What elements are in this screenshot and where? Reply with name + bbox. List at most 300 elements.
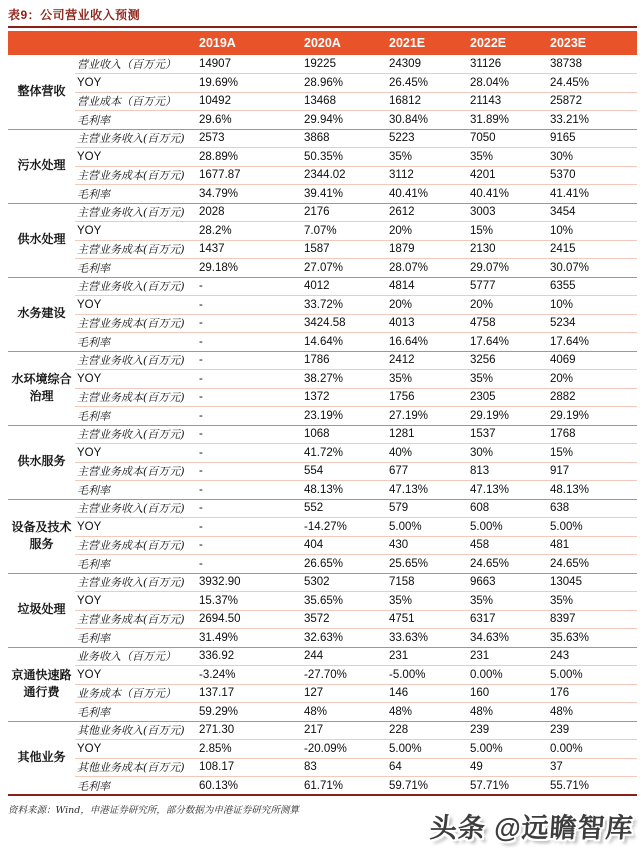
- column-header: 2022E: [468, 31, 548, 55]
- value-cell: 28.96%: [302, 74, 387, 93]
- value-cell: 29.19%: [468, 407, 548, 426]
- value-cell: 5234: [548, 314, 637, 333]
- value-cell: 0.00%: [468, 666, 548, 685]
- value-cell: 35%: [468, 148, 548, 167]
- value-cell: 2.85%: [197, 740, 302, 759]
- value-cell: 2344.02: [302, 166, 387, 185]
- value-cell: 47.13%: [387, 481, 468, 500]
- value-cell: 4013: [387, 314, 468, 333]
- value-cell: 4201: [468, 166, 548, 185]
- value-cell: 6317: [468, 610, 548, 629]
- value-cell: 552: [302, 499, 387, 518]
- value-cell: 137.17: [197, 684, 302, 703]
- value-cell: 4758: [468, 314, 548, 333]
- table-row: [8, 610, 637, 629]
- value-cell: 24.65%: [548, 555, 637, 574]
- value-cell: 20%: [548, 370, 637, 389]
- table-row: [8, 203, 637, 222]
- table-row: [8, 222, 637, 241]
- table-row: [8, 333, 637, 352]
- value-cell: 20%: [387, 296, 468, 315]
- group-label-cell: 污水处理: [8, 129, 75, 203]
- value-cell: 1879: [387, 240, 468, 259]
- table-row: [8, 259, 637, 278]
- value-cell: 31.49%: [197, 629, 302, 648]
- metric-label-cell: 毛利率: [75, 185, 197, 204]
- value-cell: 4069: [548, 351, 637, 370]
- value-cell: 231: [468, 647, 548, 666]
- value-cell: 48.13%: [302, 481, 387, 500]
- metric-label-cell: YOY: [75, 370, 197, 389]
- value-cell: 430: [387, 536, 468, 555]
- value-cell: 55.71%: [548, 777, 637, 796]
- table-row: [8, 240, 637, 259]
- metric-label-cell: YOY: [75, 740, 197, 759]
- table-row: [8, 629, 637, 648]
- value-cell: 41.41%: [548, 185, 637, 204]
- value-cell: 579: [387, 499, 468, 518]
- group-label-cell: 整体营收: [17, 84, 66, 99]
- value-cell: 2412: [387, 351, 468, 370]
- group-label-cell: 京通快速路通行费: [8, 647, 75, 721]
- table-row: [8, 740, 637, 759]
- value-cell: 31126: [470, 58, 502, 70]
- metric-label-cell: 毛利率: [75, 259, 197, 278]
- value-cell: 3424.58: [302, 314, 387, 333]
- table-row: [8, 666, 637, 685]
- value-cell: 20%: [468, 296, 548, 315]
- value-cell: 27.19%: [387, 407, 468, 426]
- table-row: [8, 166, 637, 185]
- metric-label-cell: 营业收入（百万元）: [77, 58, 176, 71]
- value-cell: 29.07%: [468, 259, 548, 278]
- value-cell: 40.41%: [387, 185, 468, 204]
- value-cell: -: [197, 370, 302, 389]
- value-cell: 1437: [197, 240, 302, 259]
- value-cell: -27.70%: [302, 666, 387, 685]
- metric-label-cell: 毛利率: [75, 407, 197, 426]
- value-cell: 64: [387, 758, 468, 777]
- value-cell: 677: [387, 462, 468, 481]
- value-cell: 30.84%: [387, 111, 468, 130]
- value-cell: 48%: [302, 703, 387, 722]
- value-cell: 3003: [468, 203, 548, 222]
- value-cell: 35.65%: [302, 592, 387, 611]
- metric-label-cell: YOY: [75, 296, 197, 315]
- value-cell: 243: [548, 647, 637, 666]
- table-row: [8, 758, 637, 777]
- value-cell: 35%: [387, 148, 468, 167]
- value-cell: 4012: [302, 277, 387, 296]
- value-cell: 30%: [548, 148, 637, 167]
- value-cell: 48%: [468, 703, 548, 722]
- value-cell: 37: [548, 758, 637, 777]
- metric-label-cell: YOY: [75, 222, 197, 241]
- value-cell: 5302: [302, 573, 387, 592]
- value-cell: 19.69%: [197, 74, 302, 93]
- value-cell: -: [197, 314, 302, 333]
- value-cell: 30%: [468, 444, 548, 463]
- value-cell: 2573: [197, 129, 302, 148]
- group-label-cell: 垃圾处理: [8, 573, 75, 647]
- value-cell: 21143: [468, 92, 548, 111]
- top-rule: [8, 26, 637, 28]
- value-cell: 146: [387, 684, 468, 703]
- metric-label-cell: 主营业务收入(百万元): [75, 573, 197, 592]
- value-cell: 48%: [387, 703, 468, 722]
- value-cell: 7050: [468, 129, 548, 148]
- table-row: [8, 444, 637, 463]
- table-row: [8, 296, 637, 315]
- metric-label-cell: 主营业务成本(百万元): [75, 462, 197, 481]
- table-row: [8, 647, 637, 666]
- value-cell: 41.72%: [302, 444, 387, 463]
- value-cell: -: [197, 296, 302, 315]
- value-cell: 33.72%: [302, 296, 387, 315]
- table-body: [8, 55, 637, 795]
- value-cell: 5777: [468, 277, 548, 296]
- value-cell: 29.19%: [548, 407, 637, 426]
- metric-label-cell: 毛利率: [75, 777, 197, 796]
- table-row: [8, 351, 637, 370]
- table-row: [8, 129, 637, 148]
- value-cell: 7158: [387, 573, 468, 592]
- value-cell: 9165: [548, 129, 637, 148]
- header-corner-cell: [8, 31, 197, 55]
- value-cell: 608: [468, 499, 548, 518]
- metric-label-cell: 主营业务收入(百万元): [75, 203, 197, 222]
- table-row: [8, 721, 637, 740]
- metric-label-cell: 其他业务成本(百万元): [75, 758, 197, 777]
- table-row: [8, 111, 637, 130]
- table-row: [8, 148, 637, 167]
- value-cell: 24.65%: [468, 555, 548, 574]
- value-cell: 50.35%: [302, 148, 387, 167]
- value-cell: 5.00%: [548, 666, 637, 685]
- value-cell: 554: [302, 462, 387, 481]
- value-cell: 25872: [548, 92, 637, 111]
- value-cell: 217: [302, 721, 387, 740]
- value-cell: -: [197, 407, 302, 426]
- value-cell: 48%: [548, 703, 637, 722]
- value-cell: 231: [387, 647, 468, 666]
- value-cell: 59.71%: [387, 777, 468, 796]
- table-title: 表9：公司营业收入预测: [8, 8, 141, 22]
- group-label-cell: 设备及技术服务: [8, 499, 75, 573]
- value-cell: 49: [468, 758, 548, 777]
- table-row: [8, 536, 637, 555]
- value-cell: 26.65%: [302, 555, 387, 574]
- value-cell: -3.24%: [197, 666, 302, 685]
- table-row: [8, 573, 637, 592]
- value-cell: 34.79%: [197, 185, 302, 204]
- table-row: [8, 74, 637, 93]
- value-cell: 40.41%: [468, 185, 548, 204]
- value-cell: 108.17: [197, 758, 302, 777]
- metric-label-cell: 其他业务收入(百万元): [75, 721, 197, 740]
- table-row: [8, 684, 637, 703]
- header-row: [8, 31, 637, 55]
- value-cell: 1756: [387, 388, 468, 407]
- column-header: 2021E: [387, 31, 468, 55]
- group-label-cell: 供水服务: [8, 425, 75, 499]
- table-row: [8, 555, 637, 574]
- value-cell: 35%: [548, 592, 637, 611]
- value-cell: -: [197, 277, 302, 296]
- metric-label-cell: 主营业务收入(百万元): [75, 277, 197, 296]
- value-cell: 244: [302, 647, 387, 666]
- group-label-cell: 水环境综合治理: [8, 351, 75, 425]
- value-cell: 35%: [468, 592, 548, 611]
- metric-label-cell: 业务收入（百万元）: [75, 647, 197, 666]
- value-cell: 5.00%: [468, 740, 548, 759]
- value-cell: 5.00%: [468, 518, 548, 537]
- table-row: [8, 370, 637, 389]
- value-cell: 5.00%: [548, 518, 637, 537]
- value-cell: 336.92: [197, 647, 302, 666]
- table-row: [8, 55, 637, 74]
- value-cell: 29.94%: [302, 111, 387, 130]
- value-cell: 13468: [302, 92, 387, 111]
- metric-label-cell: 主营业务成本(百万元): [75, 610, 197, 629]
- metric-label-cell: 主营业务成本(百万元): [75, 314, 197, 333]
- metric-label-cell: YOY: [75, 74, 197, 93]
- metric-label-cell: YOY: [75, 518, 197, 537]
- value-cell: 1786: [302, 351, 387, 370]
- value-cell: 160: [468, 684, 548, 703]
- value-cell: 17.64%: [548, 333, 637, 352]
- value-cell: 9663: [468, 573, 548, 592]
- value-cell: 4814: [387, 277, 468, 296]
- metric-label-cell: YOY: [75, 666, 197, 685]
- metric-label-cell: 毛利率: [75, 703, 197, 722]
- table-row: [8, 592, 637, 611]
- group-label-cell: 供水处理: [8, 203, 75, 277]
- value-cell: 917: [548, 462, 637, 481]
- metric-label-cell: 主营业务成本(百万元): [75, 166, 197, 185]
- value-cell: 1068: [302, 425, 387, 444]
- value-cell: 57.71%: [468, 777, 548, 796]
- value-cell: 10%: [548, 222, 637, 241]
- metric-label-cell: 毛利率: [75, 555, 197, 574]
- value-cell: 1372: [302, 388, 387, 407]
- value-cell: -: [197, 444, 302, 463]
- value-cell: 14.64%: [302, 333, 387, 352]
- value-cell: 404: [302, 536, 387, 555]
- value-cell: 8397: [548, 610, 637, 629]
- metric-label-cell: 毛利率: [75, 111, 197, 130]
- value-cell: 32.63%: [302, 629, 387, 648]
- value-cell: 0.00%: [548, 740, 637, 759]
- metric-label-cell: 毛利率: [75, 333, 197, 352]
- value-cell: -: [197, 481, 302, 500]
- revenue-forecast-table: [8, 31, 637, 796]
- group-label-cell: 其他业务: [8, 721, 75, 795]
- value-cell: 19225: [304, 58, 336, 70]
- value-cell: 1677.87: [197, 166, 302, 185]
- value-cell: 31.89%: [468, 111, 548, 130]
- value-cell: 4751: [387, 610, 468, 629]
- value-cell: 28.2%: [197, 222, 302, 241]
- value-cell: 127: [302, 684, 387, 703]
- value-cell: 2612: [387, 203, 468, 222]
- table-row: [8, 92, 637, 111]
- value-cell: 1587: [302, 240, 387, 259]
- value-cell: 176: [548, 684, 637, 703]
- table-row: [8, 703, 637, 722]
- table-row: [8, 388, 637, 407]
- metric-label-cell: 主营业务成本(百万元): [75, 240, 197, 259]
- value-cell: 26.45%: [387, 74, 468, 93]
- value-cell: -: [197, 499, 302, 518]
- value-cell: -5.00%: [387, 666, 468, 685]
- value-cell: 35%: [468, 370, 548, 389]
- value-cell: 481: [548, 536, 637, 555]
- metric-label-cell: 主营业务收入(百万元): [75, 499, 197, 518]
- value-cell: 813: [468, 462, 548, 481]
- value-cell: 13045: [548, 573, 637, 592]
- metric-label-cell: 主营业务收入(百万元): [75, 425, 197, 444]
- value-cell: 17.64%: [468, 333, 548, 352]
- metric-label-cell: 营业成本（百万元）: [75, 92, 197, 111]
- table-row: [8, 277, 637, 296]
- value-cell: 61.71%: [302, 777, 387, 796]
- metric-label-cell: 毛利率: [75, 481, 197, 500]
- value-cell: 7.07%: [302, 222, 387, 241]
- value-cell: 47.13%: [468, 481, 548, 500]
- metric-label-cell: 主营业务收入(百万元): [75, 129, 197, 148]
- table-row: [8, 425, 637, 444]
- value-cell: 5.00%: [387, 740, 468, 759]
- value-cell: 14907: [199, 58, 231, 70]
- value-cell: 6355: [548, 277, 637, 296]
- value-cell: 16812: [387, 92, 468, 111]
- value-cell: 5370: [548, 166, 637, 185]
- value-cell: 27.07%: [302, 259, 387, 278]
- table-row: [8, 499, 637, 518]
- value-cell: 28.89%: [197, 148, 302, 167]
- value-cell: 15.37%: [197, 592, 302, 611]
- metric-label-cell: 主营业务成本(百万元): [75, 536, 197, 555]
- value-cell: 29.18%: [197, 259, 302, 278]
- value-cell: 83: [302, 758, 387, 777]
- value-cell: -20.09%: [302, 740, 387, 759]
- table-row: [8, 518, 637, 537]
- value-cell: -14.27%: [302, 518, 387, 537]
- metric-label-cell: 主营业务收入(百万元): [75, 351, 197, 370]
- table-row: [8, 462, 637, 481]
- value-cell: 24.45%: [548, 74, 637, 93]
- table-row: [8, 481, 637, 500]
- value-cell: 1768: [548, 425, 637, 444]
- value-cell: 1281: [387, 425, 468, 444]
- metric-label-cell: 毛利率: [75, 629, 197, 648]
- value-cell: 228: [387, 721, 468, 740]
- value-cell: -: [197, 425, 302, 444]
- value-cell: 34.63%: [468, 629, 548, 648]
- value-cell: 3868: [302, 129, 387, 148]
- value-cell: 5.00%: [387, 518, 468, 537]
- value-cell: 35%: [387, 370, 468, 389]
- column-header: 2019A: [197, 31, 302, 55]
- value-cell: 16.64%: [387, 333, 468, 352]
- value-cell: 239: [468, 721, 548, 740]
- value-cell: 2130: [468, 240, 548, 259]
- value-cell: 39.41%: [302, 185, 387, 204]
- table-row: [8, 314, 637, 333]
- metric-label-cell: YOY: [75, 592, 197, 611]
- value-cell: 28.07%: [387, 259, 468, 278]
- value-cell: 2305: [468, 388, 548, 407]
- table-header: [8, 31, 637, 55]
- value-cell: 48.13%: [548, 481, 637, 500]
- value-cell: 10%: [548, 296, 637, 315]
- value-cell: -: [197, 333, 302, 352]
- table-row: [8, 185, 637, 204]
- value-cell: -: [197, 351, 302, 370]
- value-cell: 3256: [468, 351, 548, 370]
- value-cell: 28.04%: [468, 74, 548, 93]
- value-cell: 2882: [548, 388, 637, 407]
- value-cell: 3572: [302, 610, 387, 629]
- value-cell: 35%: [387, 592, 468, 611]
- value-cell: -: [197, 555, 302, 574]
- metric-label-cell: YOY: [75, 148, 197, 167]
- column-header: 2020A: [302, 31, 387, 55]
- value-cell: 35.63%: [548, 629, 637, 648]
- value-cell: 33.63%: [387, 629, 468, 648]
- value-cell: -: [197, 536, 302, 555]
- value-cell: -: [197, 518, 302, 537]
- metric-label-cell: 业务成本（百万元）: [75, 684, 197, 703]
- metric-label-cell: 主营业务成本(百万元): [75, 388, 197, 407]
- metric-label-cell: YOY: [75, 444, 197, 463]
- value-cell: 2415: [548, 240, 637, 259]
- value-cell: 2694.50: [197, 610, 302, 629]
- value-cell: 59.29%: [197, 703, 302, 722]
- value-cell: 3932.90: [197, 573, 302, 592]
- value-cell: 38738: [550, 58, 582, 70]
- value-cell: 15%: [548, 444, 637, 463]
- value-cell: 638: [548, 499, 637, 518]
- group-label-cell: 水务建设: [8, 277, 75, 351]
- value-cell: 10492: [197, 92, 302, 111]
- watermark: 头条 @远瞻智库: [428, 813, 635, 843]
- source-note: 资料来源：Wind，申港证券研究所，部分数据为申港证券研究所测算: [8, 805, 299, 816]
- value-cell: 25.65%: [387, 555, 468, 574]
- value-cell: 20%: [387, 222, 468, 241]
- value-cell: 2176: [302, 203, 387, 222]
- value-cell: 40%: [387, 444, 468, 463]
- value-cell: 1537: [468, 425, 548, 444]
- value-cell: 33.21%: [548, 111, 637, 130]
- value-cell: -: [197, 388, 302, 407]
- value-cell: 38.27%: [302, 370, 387, 389]
- value-cell: 5223: [387, 129, 468, 148]
- table-row: [8, 407, 637, 426]
- value-cell: 239: [548, 721, 637, 740]
- value-cell: 458: [468, 536, 548, 555]
- table-row: [8, 777, 637, 796]
- value-cell: 3454: [548, 203, 637, 222]
- value-cell: 15%: [468, 222, 548, 241]
- value-cell: 2028: [197, 203, 302, 222]
- value-cell: 60.13%: [197, 777, 302, 796]
- value-cell: 29.6%: [197, 111, 302, 130]
- value-cell: 30.07%: [548, 259, 637, 278]
- value-cell: 271.30: [197, 721, 302, 740]
- value-cell: -: [197, 462, 302, 481]
